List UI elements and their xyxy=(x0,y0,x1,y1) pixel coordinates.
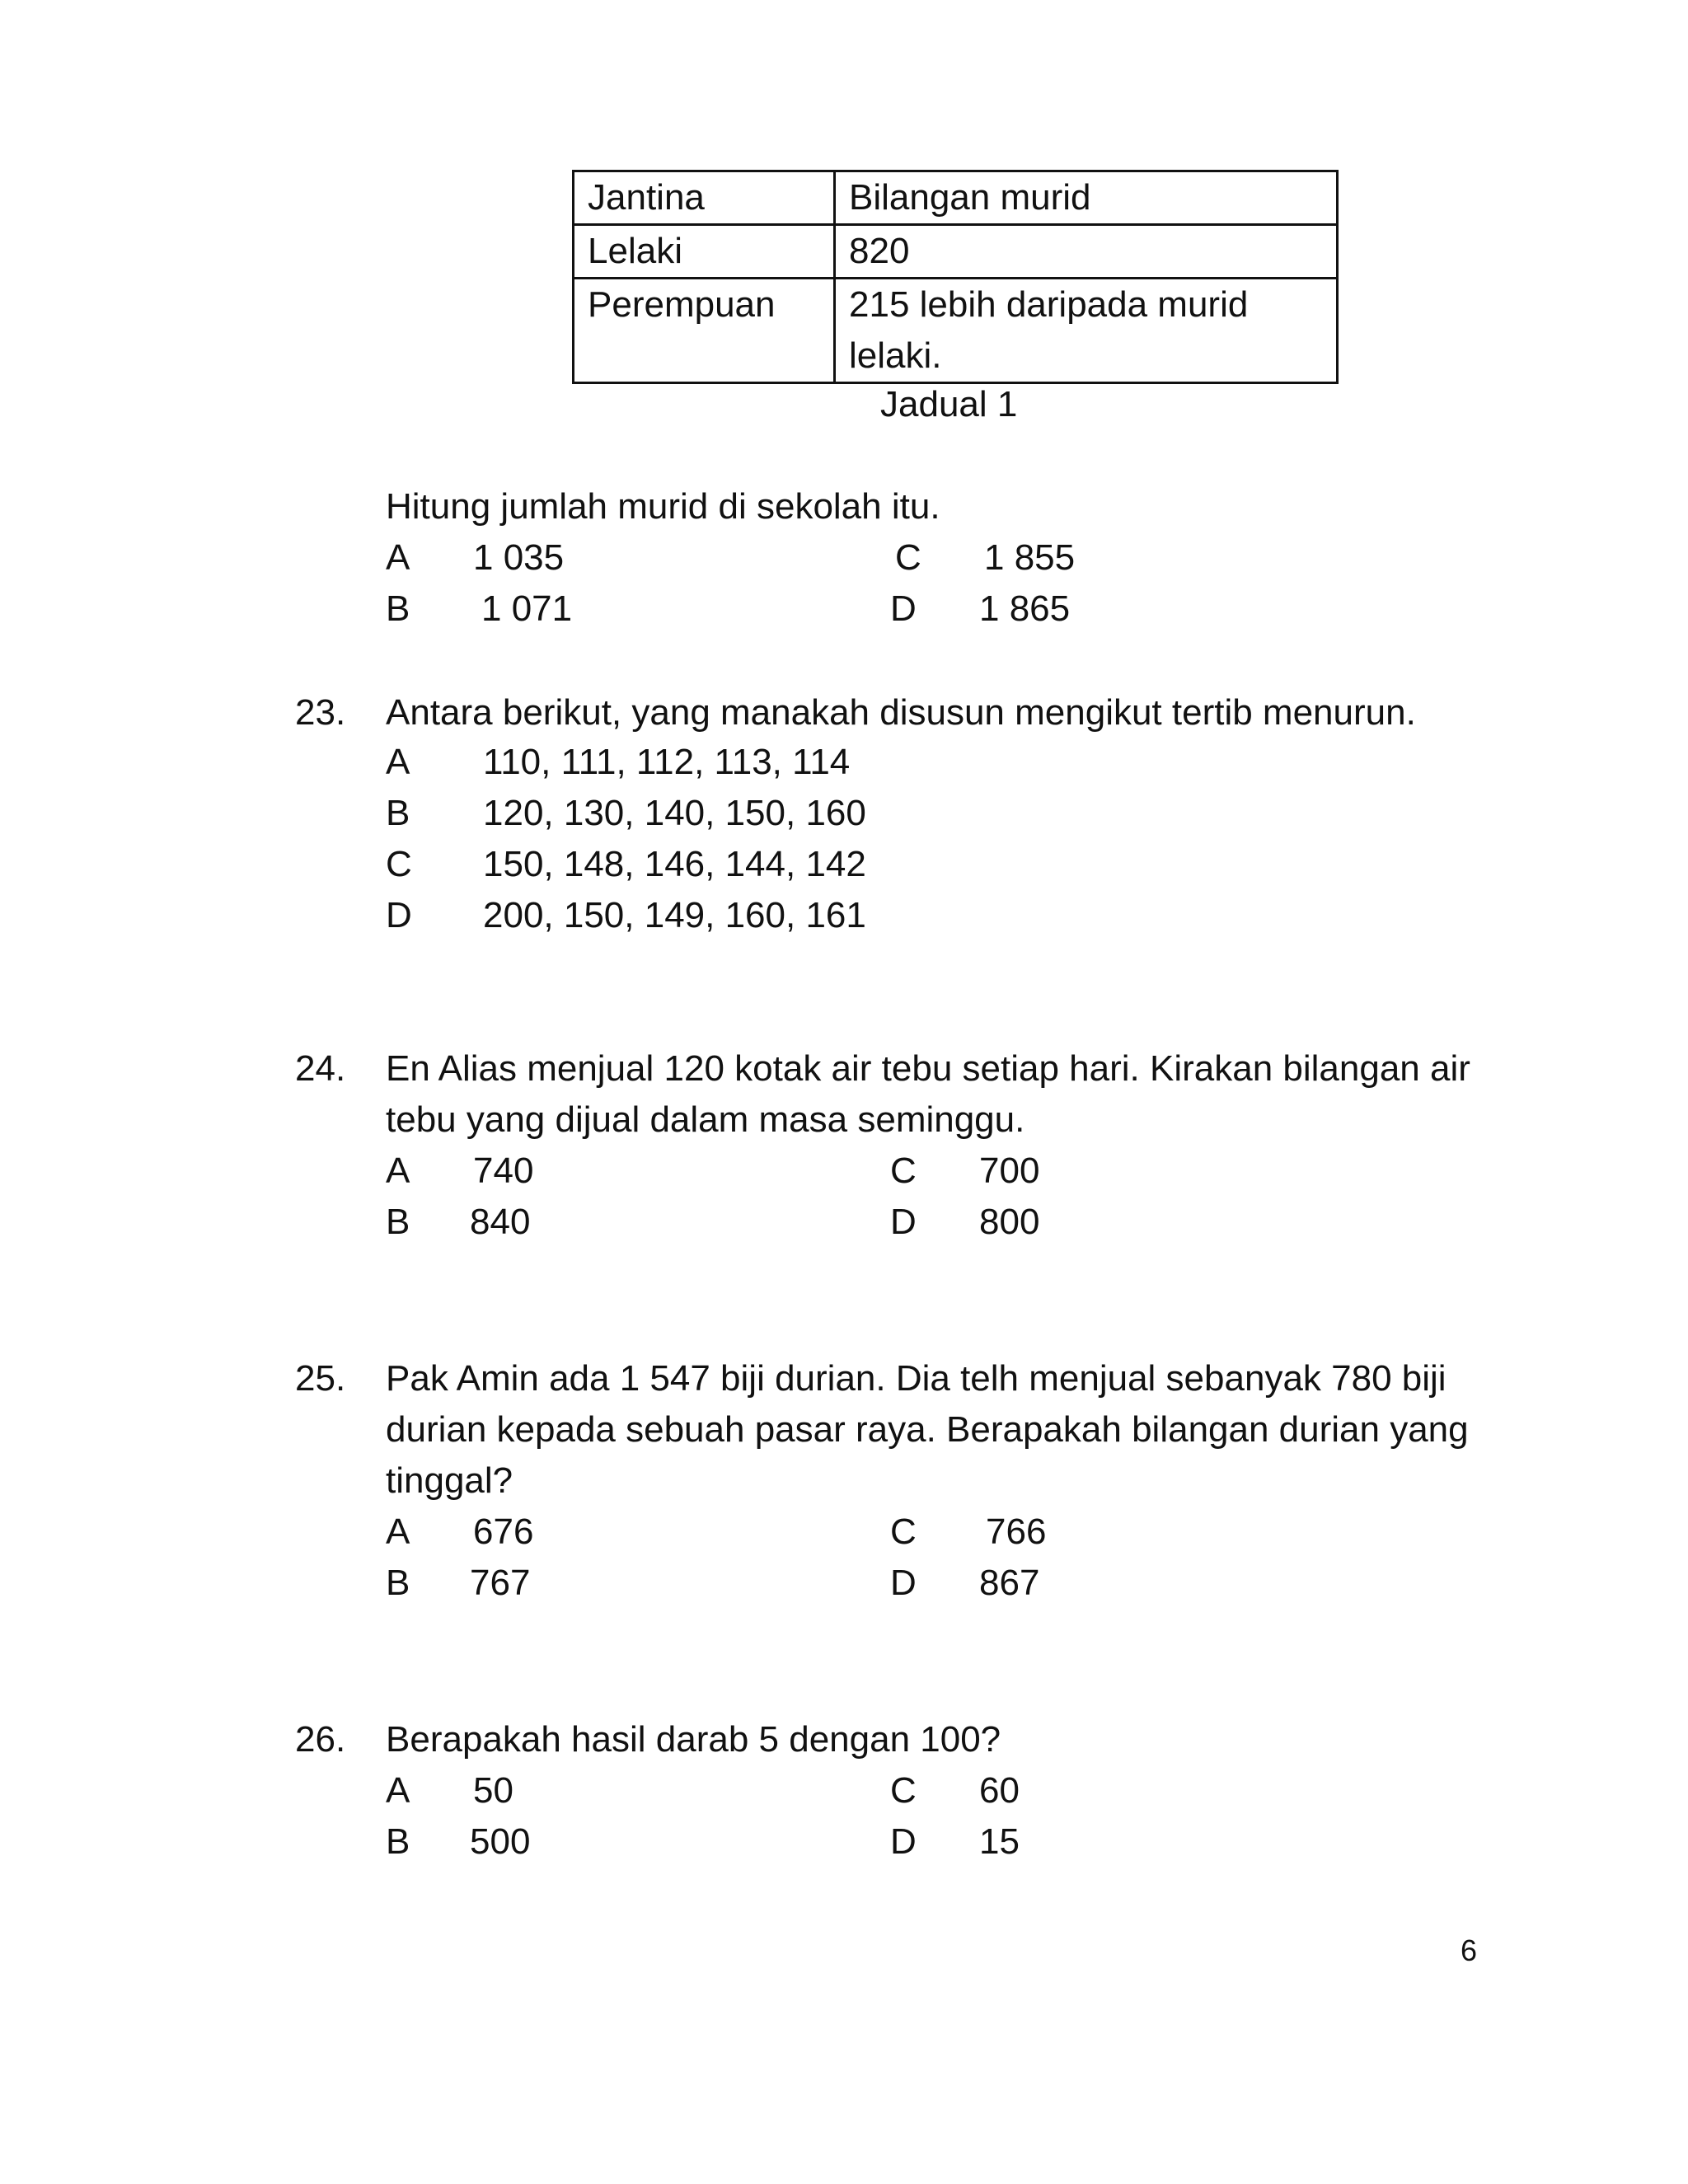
q24-option-a-value: 740 xyxy=(473,1151,534,1191)
table-cell: Perempuan xyxy=(574,279,835,383)
q25-option-b-letter: B xyxy=(386,1563,410,1603)
q25-option-c-value: 766 xyxy=(986,1511,1047,1552)
q24-text-line1: En Alias menjual 120 kotak air tebu setiap hari. Kirakan bilangan air xyxy=(386,1048,1470,1089)
page-number: 6 xyxy=(1461,1933,1478,1967)
q23-option-c-value: 150, 148, 146, 144, 142 xyxy=(483,844,866,884)
q23-option-b-value: 120, 130, 140, 150, 160 xyxy=(483,793,866,833)
table-header-bilangan: Bilangan murid xyxy=(835,171,1338,225)
table-cell: Lelaki xyxy=(574,225,835,279)
q26-text: Berapakah hasil darab 5 dengan 100? xyxy=(386,1719,1001,1760)
q22-option-c-value: 1 855 xyxy=(984,537,1076,578)
q23-option-d-letter: D xyxy=(386,895,412,935)
table-caption: Jadual 1 xyxy=(880,384,1018,424)
q24-option-d-letter: D xyxy=(890,1202,917,1242)
q24-option-b-letter: B xyxy=(386,1202,410,1242)
q24-option-b-value: 840 xyxy=(470,1202,531,1242)
q22-option-a-value: 1 035 xyxy=(473,537,565,578)
q25-option-a-value: 676 xyxy=(473,1511,534,1552)
q22-option-b-value: 1 071 xyxy=(481,588,573,629)
q23-text: Antara berikut, yang manakah disusun mengikut tertib menurun. xyxy=(386,692,1416,733)
q26-option-a-letter: A xyxy=(386,1770,410,1811)
q22-option-d-value: 1 865 xyxy=(979,588,1071,629)
q25-option-a-letter: A xyxy=(386,1511,410,1552)
q25-option-c-letter: C xyxy=(890,1511,917,1552)
q26-option-c-letter: C xyxy=(890,1770,917,1811)
q23-option-a-letter: A xyxy=(386,742,410,782)
table-cell: 215 lebih daripada murid lelaki. xyxy=(835,279,1338,383)
q26-option-b-value: 500 xyxy=(470,1821,531,1862)
q23-option-a-value: 110, 111, 112, 113, 114 xyxy=(483,742,851,782)
q26-option-d-letter: D xyxy=(890,1821,917,1862)
table-header-jantina: Jantina xyxy=(574,171,835,225)
q23-option-d-value: 200, 150, 149, 160, 161 xyxy=(483,895,866,935)
q23-option-c-letter: C xyxy=(386,844,412,884)
table-header-row xyxy=(574,171,1338,225)
q22-text: Hitung jumlah murid di sekolah itu. xyxy=(386,486,940,527)
q25-text-line3: tinggal? xyxy=(386,1460,513,1501)
q24-option-c-value: 700 xyxy=(979,1151,1040,1191)
table-cell: 820 xyxy=(835,225,1338,279)
q25-option-d-value: 867 xyxy=(979,1563,1040,1603)
q24-option-d-value: 800 xyxy=(979,1202,1040,1242)
q26-option-c-value: 60 xyxy=(979,1770,1020,1811)
q26-option-d-value: 15 xyxy=(979,1821,1020,1862)
q22-option-c-letter: C xyxy=(895,537,921,578)
q25-text-line2: durian kepada sebuah pasar raya. Berapakah bilangan durian yang xyxy=(386,1409,1469,1450)
q24-option-c-letter: C xyxy=(890,1151,917,1191)
table-row xyxy=(574,279,1338,383)
q24-option-a-letter: A xyxy=(386,1151,410,1191)
q24-text-line2: tebu yang dijual dalam masa seminggu. xyxy=(386,1099,1025,1140)
q22-option-a-letter: A xyxy=(386,537,410,578)
q25-option-b-value: 767 xyxy=(470,1563,531,1603)
q25-text-line1: Pak Amin ada 1 547 biji durian. Dia telh menjual sebanyak 780 biji xyxy=(386,1358,1447,1399)
q24-number: 24. xyxy=(295,1048,346,1089)
q26-option-b-letter: B xyxy=(386,1821,410,1862)
q26-option-a-value: 50 xyxy=(473,1770,513,1811)
q22-option-d-letter: D xyxy=(890,588,917,629)
q26-number: 26. xyxy=(295,1719,346,1760)
table-row xyxy=(574,225,1338,279)
q23-option-b-letter: B xyxy=(386,793,410,833)
q25-number: 25. xyxy=(295,1358,346,1399)
q22-option-b-letter: B xyxy=(386,588,410,629)
q23-number: 23. xyxy=(295,692,346,733)
student-table xyxy=(572,170,1339,384)
q25-option-d-letter: D xyxy=(890,1563,917,1603)
